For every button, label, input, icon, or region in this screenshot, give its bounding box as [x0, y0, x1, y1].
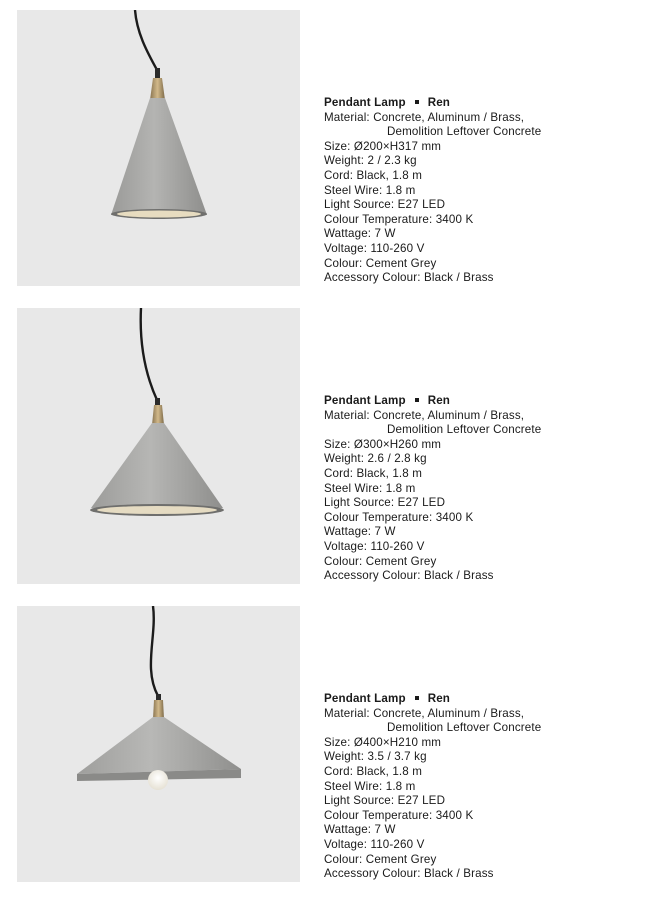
steel-wire-spec: Steel Wire: 1.8 m	[324, 481, 416, 495]
light-source-spec: Light Source: E27 LED	[324, 198, 446, 212]
colour-temperature-spec: Colour Temperature: 3400 K	[324, 212, 474, 226]
product-card-1	[0, 10, 650, 286]
bullet-separator-icon	[415, 100, 419, 104]
material-line: Material: Concrete, Aluminum / Brass,	[324, 706, 525, 720]
material-line: Material: Concrete, Aluminum / Brass,	[324, 110, 525, 124]
material-line: Material: Concrete, Aluminum / Brass,	[324, 408, 525, 422]
product-photo-3	[17, 606, 300, 882]
product-photo-2	[17, 308, 300, 584]
material-line-continued: Demolition Leftover Concrete	[387, 125, 542, 139]
colour-spec: Colour: Cement Grey	[324, 554, 437, 568]
material-line-continued: Demolition Leftover Concrete	[387, 721, 542, 735]
colour-spec: Colour: Cement Grey	[324, 852, 437, 866]
steel-wire-spec: Steel Wire: 1.8 m	[324, 779, 416, 793]
colour-temperature-spec: Colour Temperature: 3400 K	[324, 510, 474, 524]
pendant-lamp-image-small	[17, 10, 300, 286]
material-line-continued: Demolition Leftover Concrete	[387, 423, 542, 437]
accessory-colour-spec: Accessory Colour: Black / Brass	[324, 569, 494, 583]
weight-spec: Weight: 2 / 2.3 kg	[324, 154, 417, 168]
size-spec: Size: Ø300×H260 mm	[324, 437, 442, 451]
product-card-2	[0, 308, 650, 584]
cord-spec: Cord: Black, 1.8 m	[324, 764, 423, 778]
product-card-3	[0, 606, 650, 882]
wattage-spec: Wattage: 7 W	[324, 227, 396, 241]
accessory-colour-spec: Accessory Colour: Black / Brass	[324, 867, 494, 881]
product-photo-1	[17, 10, 300, 286]
product-specs-3	[324, 692, 541, 882]
voltage-spec: Voltage: 110-260 V	[324, 837, 425, 851]
size-spec: Size: Ø200×H317 mm	[324, 139, 442, 153]
pendant-lamp-image-large	[17, 606, 300, 882]
weight-spec: Weight: 2.6 / 2.8 kg	[324, 452, 427, 466]
product-specs-1	[324, 96, 541, 286]
colour-spec: Colour: Cement Grey	[324, 256, 437, 270]
voltage-spec: Voltage: 110-260 V	[324, 539, 425, 553]
accessory-colour-spec: Accessory Colour: Black / Brass	[324, 271, 494, 285]
product-title: Pendant Lamp Ren	[324, 96, 451, 109]
light-source-spec: Light Source: E27 LED	[324, 794, 446, 808]
weight-spec: Weight: 3.5 / 3.7 kg	[324, 750, 427, 764]
cord-spec: Cord: Black, 1.8 m	[324, 168, 423, 182]
product-title: Pendant Lamp Ren	[324, 394, 451, 407]
steel-wire-spec: Steel Wire: 1.8 m	[324, 183, 416, 197]
bullet-separator-icon	[415, 696, 419, 700]
product-title: Pendant Lamp Ren	[324, 692, 451, 705]
colour-temperature-spec: Colour Temperature: 3400 K	[324, 808, 474, 822]
wattage-spec: Wattage: 7 W	[324, 525, 396, 539]
bullet-separator-icon	[415, 398, 419, 402]
wattage-spec: Wattage: 7 W	[324, 823, 396, 837]
light-source-spec: Light Source: E27 LED	[324, 496, 446, 510]
cord-spec: Cord: Black, 1.8 m	[324, 466, 423, 480]
product-specs-2	[324, 394, 541, 584]
pendant-lamp-image-medium	[17, 308, 300, 584]
size-spec: Size: Ø400×H210 mm	[324, 735, 442, 749]
voltage-spec: Voltage: 110-260 V	[324, 241, 425, 255]
